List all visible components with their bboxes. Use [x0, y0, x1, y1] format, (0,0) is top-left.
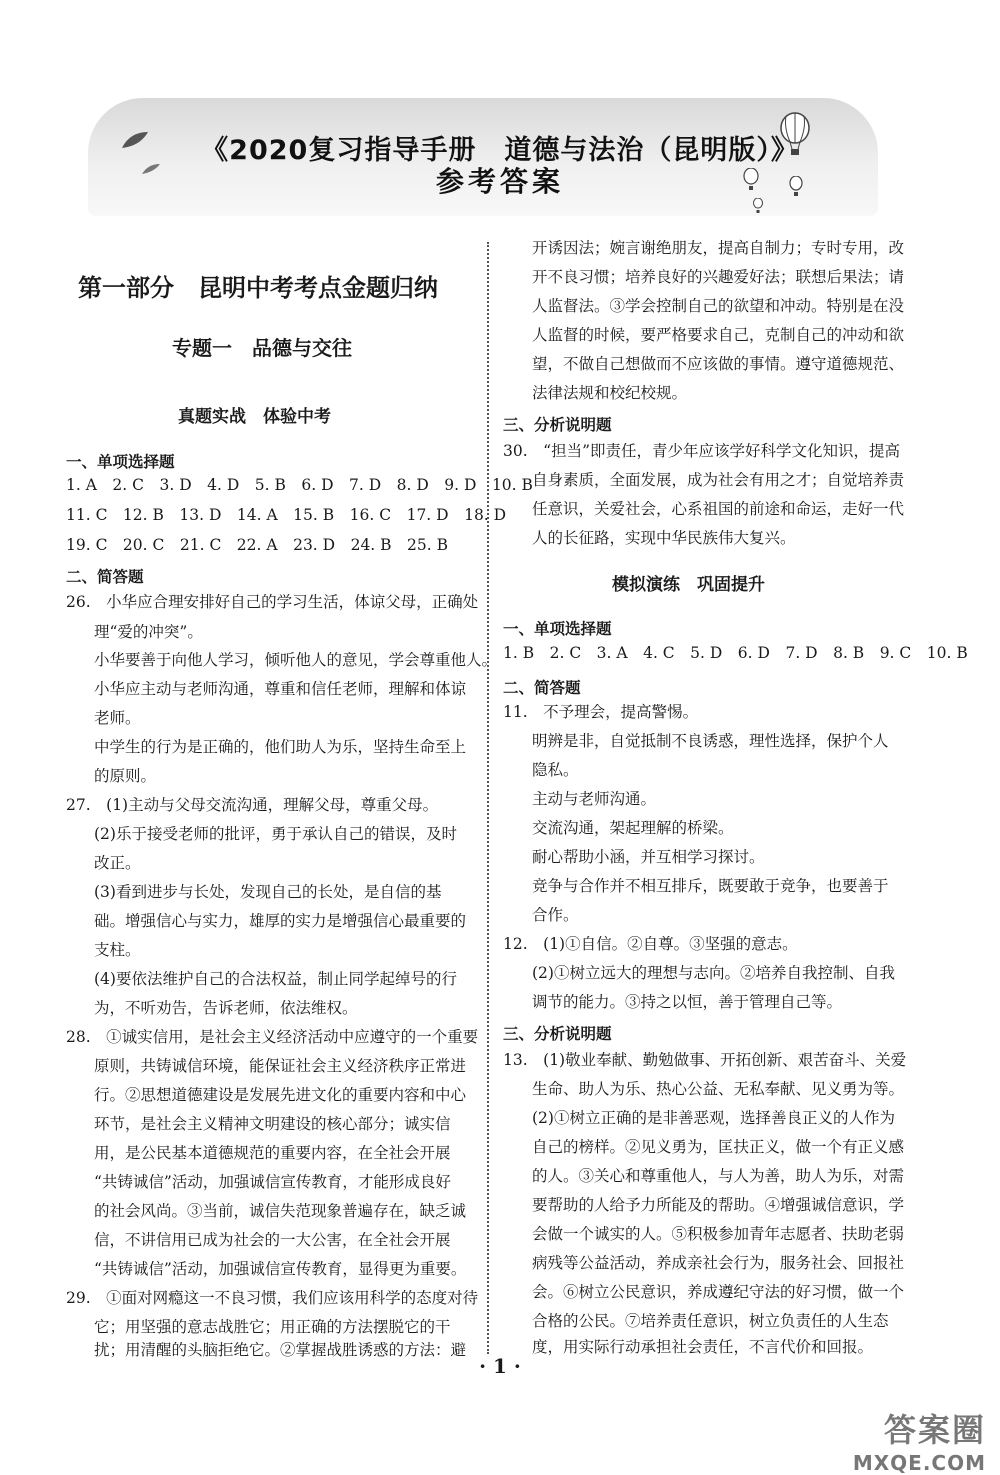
- answer-line: 12. (1)①自信。②自尊。③坚强的意志。: [503, 935, 798, 953]
- answer-line: 交流沟通，架起理解的桥梁。: [532, 819, 734, 837]
- answer-line: 会。⑥树立公民意识，养成遵纪守法的好习惯，做一个: [532, 1283, 905, 1301]
- answer-line: 合格的公民。⑦培养责任意识，树立负责任的人生态: [532, 1312, 889, 1330]
- page-number: · 1 ·: [479, 1354, 521, 1378]
- answer-line: 原则，共铸诚信环境，能保证社会主义经济秩序正常进: [94, 1057, 467, 1075]
- answer-line: 自己的榜样。②见义勇为，匡扶正义，做一个有正义感: [532, 1138, 905, 1156]
- answer-line: 法律法规和校纪校规。: [532, 384, 688, 402]
- column-divider: [487, 242, 489, 1354]
- answer-line: 合作。: [532, 906, 579, 924]
- banner-title: 《2020复习指导手册 道德与法治（昆明版）》: [201, 135, 799, 166]
- answer-line: 用，是公民基本道德规范的重要内容，在全社会开展: [94, 1144, 451, 1162]
- answer-line: 度，用实际行动承担社会责任，不言代价和回报。: [532, 1338, 874, 1356]
- answer-line: 开诱因法；婉言谢绝朋友，提高自制力；专时专用，改: [532, 239, 905, 257]
- answer-line: 开不良习惯；培养良好的兴趣爱好法；联想后果法；请: [532, 268, 905, 286]
- section-heading: 一、单项选择题: [66, 453, 175, 471]
- section-subtitle: 真题实战 体验中考: [178, 407, 331, 427]
- section-subtitle: 模拟演练 巩固提升: [612, 575, 765, 595]
- answer-line: 环节，是社会主义精神文明建设的核心部分；诚实信: [94, 1115, 451, 1133]
- answer-line: 会做一个诚实的人。⑤积极参加青年志愿者、扶助老弱: [532, 1225, 905, 1243]
- answer-line: 主动与老师沟通。: [532, 790, 657, 808]
- answer-line: 耐心帮助小涵，并互相学习探讨。: [532, 848, 765, 866]
- answer-row: 11. C 12. B 13. D 14. A 15. B 16. C 17. D 18. D: [66, 506, 507, 524]
- answer-line: 的人。③关心和尊重他人，与人为善，助人为乐，对需: [532, 1167, 905, 1185]
- answer-line: 人监督法。③学会控制自己的欲望和冲动。特别是在没: [532, 297, 905, 315]
- answer-line: 改正。: [94, 854, 141, 872]
- answer-line: 生命、助人为乐、热心公益、无私奉献、见义勇为等。: [532, 1080, 905, 1098]
- watermark-url: MXQE.COM: [852, 1451, 986, 1475]
- answer-line: “共铸诚信”活动，加强诚信宣传教育，才能形成良好: [94, 1173, 451, 1191]
- answer-line: 础。增强信心与实力，雄厚的实力是增强信心最重要的: [94, 912, 467, 930]
- answer-line: 理“爱的冲突”。: [94, 623, 203, 641]
- answer-line: 望，不做自己想做而不应该做的事情。遵守道德规范、: [532, 355, 905, 373]
- answer-line: 为，不听劝告，告诉老师，依法维权。: [94, 999, 358, 1017]
- answer-row: 1. A 2. C 3. D 4. D 5. B 6. D 7. D 8. D 9. D 10. B: [66, 476, 533, 494]
- answer-line: 27. (1)主动与父母交流沟通，理解父母，尊重父母。: [66, 796, 439, 814]
- part-title: 第一部分 昆明中考考点金题归纳: [78, 274, 438, 302]
- answer-line: 26. 小华应合理安排好自己的学习生活，体谅父母，正确处: [66, 593, 479, 611]
- answer-line: 明辨是非，自觉抵制不良诱惑，理性选择，保护个人: [532, 732, 889, 750]
- answer-line: 行。②思想道德建设是发展先进文化的重要内容和中心: [94, 1086, 467, 1104]
- answer-line: 任意识，关爱社会，心系祖国的前途和命运，走好一代: [532, 500, 905, 518]
- answer-line: 中学生的行为是正确的，他们助人为乐，坚持生命至上: [94, 738, 467, 756]
- answer-line: 支柱。: [94, 941, 141, 959]
- hot-air-balloon-icon: [752, 198, 764, 214]
- answer-line: “共铸诚信”活动，加强诚信宣传教育，显得更为重要。: [94, 1260, 467, 1278]
- answer-line: 小华要善于向他人学习，倾听他人的意见，学会尊重他人。: [94, 651, 498, 669]
- section-heading: 二、简答题: [66, 568, 144, 586]
- answer-line: 人监督的时候，要严格要求自己，克制自己的冲动和欲: [532, 326, 905, 344]
- answer-line: (3)看到进步与长处，发现自己的长处，是自信的基: [94, 883, 442, 901]
- answer-line: 13. (1)敬业奉献、勤勉做事、开拓创新、艰苦奋斗、关爱: [503, 1051, 907, 1069]
- answer-line: 要帮助的人给予力所能及的帮助。④增强诚信意识，学: [532, 1196, 905, 1214]
- answer-line: 自身素质，全面发展，成为社会有用之才；自觉培养责: [532, 471, 905, 489]
- answer-line: 28. ①诚实信用，是社会主义经济活动中应遵守的一个重要: [66, 1028, 479, 1046]
- answer-line: 病残等公益活动，养成亲社会行为，服务社会、回报社: [532, 1254, 905, 1272]
- answer-line: 的社会风尚。③当前，诚信失范现象普遍存在，缺乏诚: [94, 1202, 467, 1220]
- section-heading: 三、分析说明题: [503, 1025, 612, 1043]
- answer-line: (2)乐于接受老师的批评，勇于承认自己的错误，及时: [94, 825, 457, 843]
- banner-subtitle: 参考答案: [435, 165, 564, 198]
- answer-line: 小华应主动与老师沟通，尊重和信任老师，理解和体谅: [94, 680, 467, 698]
- answer-line: 信，不讲信用已成为社会的一大公害，在全社会开展: [94, 1231, 451, 1249]
- section-heading: 三、分析说明题: [503, 416, 612, 434]
- answer-line: 11. 不予理会，提高警惕。: [503, 703, 699, 721]
- answer-line: 人的长征路，实现中华民族伟大复兴。: [532, 529, 796, 547]
- answer-line: 调节的能力。③持之以恒，善于管理自己等。: [532, 993, 843, 1011]
- answer-row: 1. B 2. C 3. A 4. C 5. D 6. D 7. D 8. B 9. C 10. B: [503, 644, 968, 662]
- answer-row: 19. C 20. C 21. C 22. A 23. D 24. B 25. B: [66, 536, 449, 554]
- topic-title: 专题一 品德与交往: [172, 336, 352, 360]
- answer-line: 扰；用清醒的头脑拒绝它。②掌握战胜诱惑的方法：避: [94, 1341, 467, 1359]
- answer-line: 它；用坚强的意志战胜它；用正确的方法摆脱它的干: [94, 1318, 451, 1336]
- answer-line: (4)要依法维护自己的合法权益，制止同学起绰号的行: [94, 970, 457, 988]
- answer-line: 30. “担当”即责任，青少年应该学好科学文化知识，提高: [503, 442, 901, 460]
- answer-line: 隐私。: [532, 761, 579, 779]
- answer-line: 的原则。: [94, 767, 157, 785]
- section-heading: 二、简答题: [503, 679, 581, 697]
- answer-line: 竞争与合作并不相互排斥，既要敢于竞争，也要善于: [532, 877, 889, 895]
- watermark-logo: 答案圈: [883, 1411, 986, 1449]
- answer-line: (2)①树立远大的理想与志向。②培养自我控制、自我: [532, 964, 895, 982]
- answer-line: (2)①树立正确的是非善恶观，选择善良正义的人作为: [532, 1109, 895, 1127]
- section-heading: 一、单项选择题: [503, 620, 612, 638]
- answer-line: 老师。: [94, 709, 141, 727]
- answer-line: 29. ①面对网瘾这一不良习惯，我们应该用科学的态度对待: [66, 1289, 479, 1307]
